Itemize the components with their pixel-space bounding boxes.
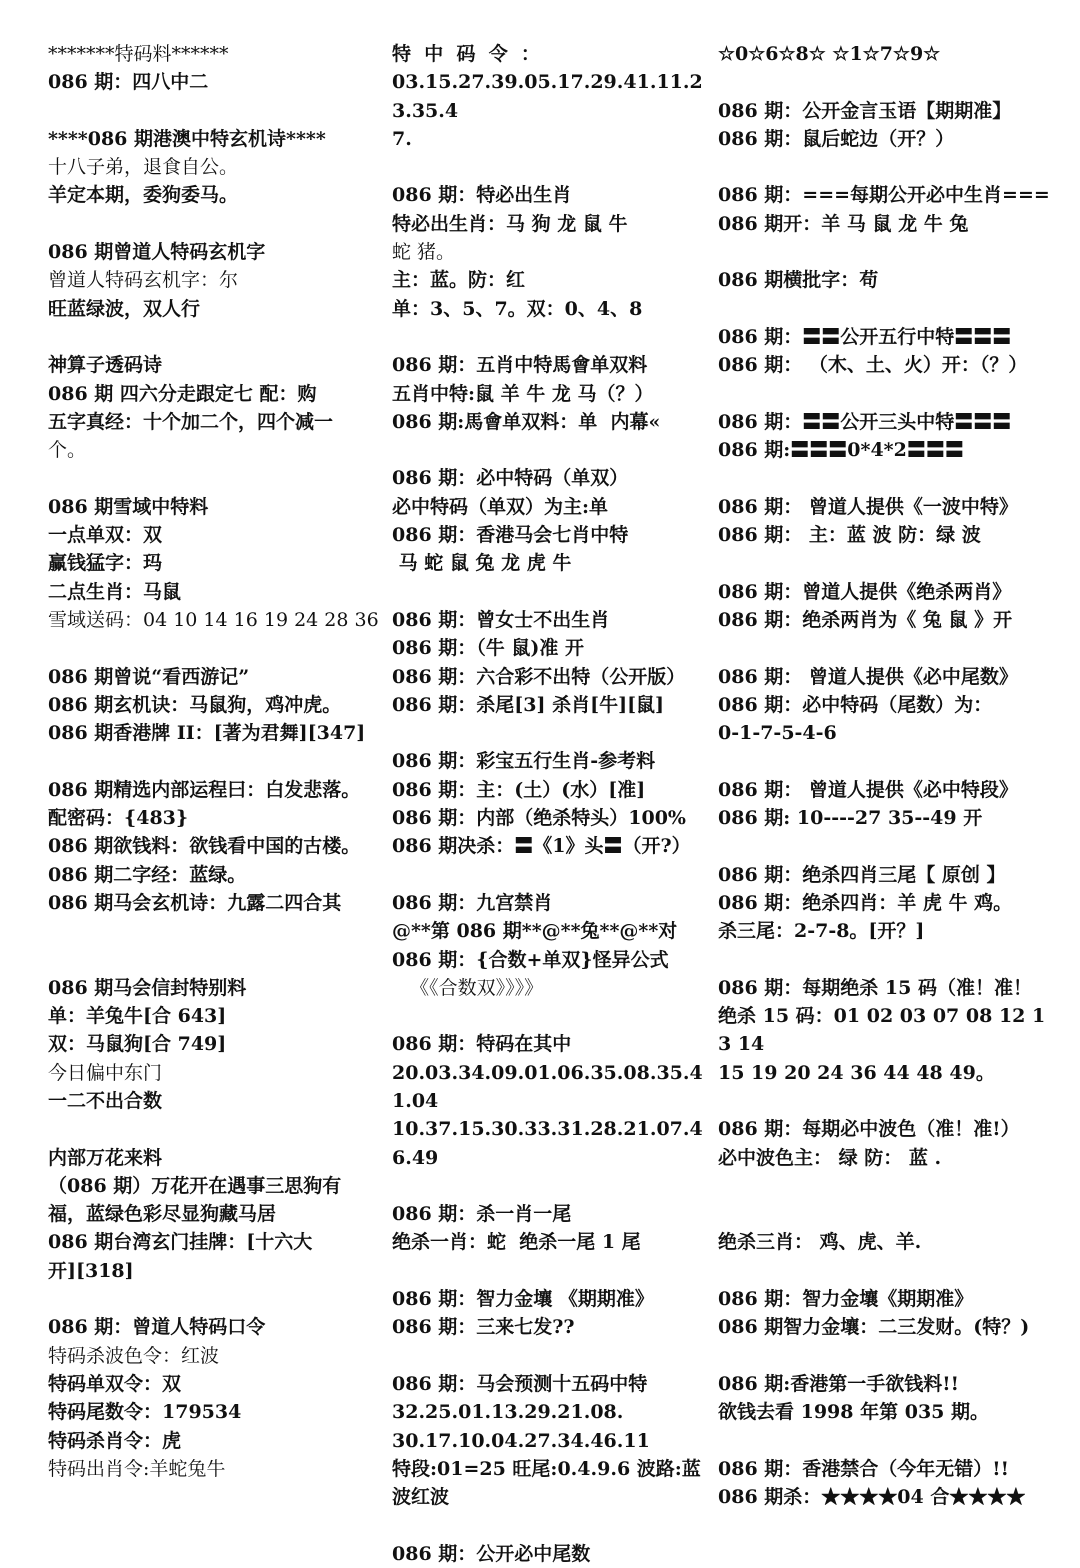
text-line: 赢钱猛字：玛	[48, 552, 163, 575]
text-line: 单：3、5、7。双：0、4、8	[392, 297, 643, 320]
spacer	[392, 861, 710, 889]
text-line: （086 期）万花开在遇事三思狗有	[48, 1174, 342, 1197]
spacer	[718, 464, 1058, 492]
text-line: 蛇 猪。	[392, 241, 456, 264]
text-line: 今日偏中东门	[48, 1061, 163, 1084]
spacer	[48, 1285, 386, 1313]
spacer	[392, 1342, 710, 1370]
text-line: 马 蛇 鼠 兔 龙 虎 牛	[392, 552, 572, 575]
text-line: 086 期开：羊 马 鼠 龙 牛 兔	[718, 212, 969, 235]
text-line: 086 期决杀：〓《1》头〓（开?）	[392, 835, 691, 858]
spacer	[718, 747, 1058, 775]
text-line: 086 期：三来七发??	[392, 1316, 575, 1339]
text-line: 086 期： 曾道人提供《必中尾数》	[718, 665, 1018, 688]
text-line: 雪域送码：04 10 14 16 19 24 28 36	[48, 608, 379, 631]
text-line: *******特码料******	[48, 43, 229, 65]
text-line: 086 期:馬會单双料：单 内幕«	[392, 410, 661, 433]
spacer	[718, 1342, 1058, 1370]
text-line: 一点单双：双	[48, 524, 163, 547]
spacer	[718, 634, 1058, 662]
text-line: 欲钱去看 1998 年第 035 期。	[718, 1401, 990, 1424]
spacer	[718, 1172, 1058, 1200]
text-line: 086 期雪域中特料	[48, 495, 209, 518]
text-line: 二点生肖：马鼠	[48, 580, 182, 603]
spacer	[392, 323, 710, 351]
text-line: 羊定本期，委狗委马。	[48, 184, 239, 207]
spacer	[48, 946, 386, 974]
text-line: ****086 期港澳中特玄机诗****	[48, 127, 326, 150]
spacer	[392, 1002, 710, 1030]
text-line: 配密码：{483}	[48, 807, 189, 830]
text-line: 波红波	[392, 1486, 450, 1509]
text-line: 086 期：曾道人提供《绝杀两肖》	[718, 580, 1012, 603]
spacer	[718, 1427, 1058, 1455]
text-line: 086 期 四六分走跟定七 配：购	[48, 382, 317, 405]
text-line: 086 期：（牛 鼠)准 开	[392, 637, 584, 660]
text-line: 086 期：〓〓公开三头中特〓〓〓	[718, 410, 1012, 433]
left-column	[48, 40, 386, 1483]
text-line: 086 期台湾玄门挂牌：[十六大	[48, 1231, 313, 1254]
text-line: 086 期：每期必中波色（准！准!）	[718, 1118, 1020, 1141]
text-line: 杀三尾：2-7-8。[开？]	[718, 920, 925, 943]
spacer	[718, 832, 1058, 860]
text-line: 086 期：鼠后蛇边（开？）	[718, 127, 955, 150]
text-line: 086 期： 主：蓝 波 防：绿 波	[718, 524, 981, 547]
text-line: 086 期杀：★★★★04 合★★★★	[718, 1486, 1026, 1509]
text-line: @**第 086 期**@**兔**@**对	[392, 920, 678, 943]
text-line: 086 期：彩宝五行生肖-参考料	[392, 750, 656, 773]
text-line: 086 期：九宫禁肖	[392, 891, 553, 914]
spacer	[718, 946, 1058, 974]
text-line: 086 期： 曾道人提供《必中特段》	[718, 778, 1018, 801]
spacer	[392, 1172, 710, 1200]
text-line: 32.25.01.13.29.21.08.	[392, 1401, 624, 1424]
text-line: 086 期曾道人特码玄机字	[48, 241, 266, 264]
spacer	[48, 917, 386, 945]
text-line: 086 期：特码在其中	[392, 1033, 572, 1056]
spacer	[718, 1087, 1058, 1115]
text-line: 086 期：智力金壤 《期期准》	[392, 1288, 654, 1311]
text-line: 086 期：===每期公开必中生肖===	[718, 184, 1050, 207]
spacer	[48, 464, 386, 492]
text-line: 086 期：特必出生肖	[392, 184, 572, 207]
text-line: 单：羊兔牛[合 643]	[48, 1005, 227, 1028]
text-line: 20.03.34.09.01.06.35.08.35.41.04	[392, 1061, 703, 1112]
text-line: 086 期：香港禁合（今年无错）!!	[718, 1457, 1009, 1480]
text-line: 086 期：必中特码（单双）	[392, 467, 629, 490]
spacer	[718, 295, 1058, 323]
text-line: 曾道人特码玄机字：尔	[48, 269, 239, 292]
text-line: 086 期： （木、土、火）开：（？）	[718, 354, 1028, 377]
text-line: 086 期：〓〓公开五行中特〓〓〓	[718, 325, 1012, 348]
text-line: 绝杀 15 码：01 02 03 07 08 12 13 14	[718, 1005, 1046, 1056]
text-line: 双：马鼠狗[合 749]	[48, 1033, 227, 1056]
text-line: 十八子弟，退食自公。	[48, 156, 239, 179]
spacer	[718, 549, 1058, 577]
text-line: 086 期马会信封特别料	[48, 976, 247, 999]
text-line: 《《合数双》》》》	[392, 976, 544, 999]
text-line: 特码出肖令:羊蛇兔牛	[48, 1457, 226, 1480]
text-line: 五字真经：十个加二个，四个减一	[48, 410, 334, 433]
text-line: 086 期横批字：苟	[718, 269, 879, 292]
text-line: 旺蓝绿波，双人行	[48, 297, 201, 320]
right-column	[718, 40, 1058, 1511]
text-line: 必中波色主： 绿 防： 蓝 .	[718, 1146, 942, 1169]
text-line: 特段:01=25 旺尾:0.4.9.6 波路:蓝	[392, 1457, 701, 1480]
text-line: 086 期欲钱料：欲钱看中国的古楼。	[48, 835, 361, 858]
text-line: 30.17.10.04.27.34.46.11	[392, 1429, 650, 1452]
text-line: 086 期：绝杀四肖三尾【 原创 】	[718, 863, 1006, 886]
text-line: 086 期：{合数+单双}怪异公式	[392, 948, 669, 971]
text-line: 特码杀肖令：虎	[48, 1429, 182, 1452]
spacer	[718, 68, 1058, 96]
text-line: 特 中 码 令 ：	[392, 43, 540, 65]
spacer	[48, 97, 386, 125]
text-line: 7.	[392, 127, 412, 150]
spacer	[718, 153, 1058, 181]
text-line: 086 期：智力金壤《期期准》	[718, 1288, 974, 1311]
text-line: 086 期香港牌 II：[著为君舞][347]	[48, 722, 366, 745]
text-line: 必中特码（单双）为主:单	[392, 495, 609, 518]
text-line: 086 期：内部（绝杀特头）100%	[392, 807, 686, 830]
spacer	[48, 1115, 386, 1143]
text-line: 福，蓝绿色彩尽显狗藏马居	[48, 1203, 277, 1226]
text-line: 086 期:香港第一手欲钱料!!	[718, 1372, 959, 1395]
spacer	[392, 153, 710, 181]
text-line: 086 期：曾道人特码口令	[48, 1316, 266, 1339]
text-line: 0-1-7-5-4-6	[718, 722, 837, 745]
text-line: 086 期:〓〓〓0*4*2〓〓〓	[718, 439, 964, 462]
text-line: 绝杀三肖： 鸡、虎、羊.	[718, 1231, 922, 1254]
text-line: 个。	[48, 439, 87, 462]
text-line: 086 期：四八中二	[48, 71, 209, 94]
spacer	[392, 719, 710, 747]
text-line: 086 期玄机诀：马鼠狗，鸡冲虎。	[48, 693, 342, 716]
text-line: 内部万花来料	[48, 1146, 163, 1169]
text-line: 086 期：公开必中尾数	[392, 1542, 591, 1565]
spacer	[718, 1200, 1058, 1228]
text-line: 086 期曾说“看西游记”	[48, 665, 250, 688]
middle-column	[392, 40, 710, 1568]
spacer	[392, 436, 710, 464]
spacer	[392, 1257, 710, 1285]
text-line: 086 期马会玄机诗：九露二四合其	[48, 891, 342, 914]
text-line: 086 期智力金壤：二三发财。(特？)	[718, 1316, 1030, 1339]
text-line: 10.37.15.30.33.31.28.21.07.46.49	[392, 1118, 703, 1169]
spacer	[48, 634, 386, 662]
text-line: 086 期：香港马会七肖中特	[392, 524, 629, 547]
text-line: 特必出生肖：马 狗 龙 鼠 牛	[392, 212, 628, 235]
text-line: 086 期：马会预测十五码中特	[392, 1372, 648, 1395]
text-line: 086 期: 10----27 35--49 开	[718, 807, 983, 830]
spacer	[392, 578, 710, 606]
text-line: 特码尾数令：179534	[48, 1401, 242, 1424]
text-line: 086 期精选内部运程曰：白发悲落。	[48, 778, 361, 801]
text-line: 15 19 20 24 36 44 48 49。	[718, 1061, 995, 1084]
text-line: 086 期：五肖中特馬會单双料	[392, 354, 648, 377]
spacer	[48, 323, 386, 351]
text-line: ☆0☆6☆8☆ ☆1☆7☆9☆	[718, 43, 941, 65]
text-line: 主：蓝。防：红	[392, 269, 526, 292]
spacer	[48, 210, 386, 238]
text-line: 086 期：曾女士不出生肖	[392, 608, 610, 631]
text-line: 086 期：绝杀两肖为《 兔 鼠 》开	[718, 608, 1013, 631]
text-line: 086 期：六合彩不出特（公开版）	[392, 665, 686, 688]
text-line: 一二不出合数	[48, 1089, 163, 1112]
spacer	[392, 1511, 710, 1539]
text-line: 086 期：杀尾[3] 杀肖[牛][鼠]	[392, 693, 665, 716]
text-line: 086 期：杀一肖一尾	[392, 1203, 572, 1226]
text-line: 086 期：主：(土）(水）[准]	[392, 778, 646, 801]
text-line: 绝杀一肖：蛇 绝杀一尾 1 尾	[392, 1231, 641, 1254]
text-line: 086 期：绝杀四肖：羊 虎 牛 鸡。	[718, 891, 1013, 914]
spacer	[718, 380, 1058, 408]
text-line: 086 期： 曾道人提供《一波中特》	[718, 495, 1018, 518]
spacer	[718, 238, 1058, 266]
text-line: 086 期二字经：蓝绿。	[48, 863, 247, 886]
text-line: 086 期：公开金言玉语【期期准】	[718, 99, 1012, 122]
text-line: 特码单双令：双	[48, 1372, 182, 1395]
text-line: 开][318]	[48, 1259, 134, 1282]
text-line: 086 期：必中特码（尾数）为：	[718, 693, 993, 716]
text-line: 03.15.27.39.05.17.29.41.11.23.35.4	[392, 71, 703, 122]
text-line: 五肖中特:鼠 羊 牛 龙 马（？）	[392, 382, 654, 405]
text-line: 神算子透码诗	[48, 354, 163, 377]
text-line: 特码杀波色令：红波	[48, 1344, 220, 1367]
spacer	[48, 747, 386, 775]
spacer	[718, 1257, 1058, 1285]
text-line: 086 期：每期绝杀 15 码（准！准！	[718, 976, 1032, 999]
